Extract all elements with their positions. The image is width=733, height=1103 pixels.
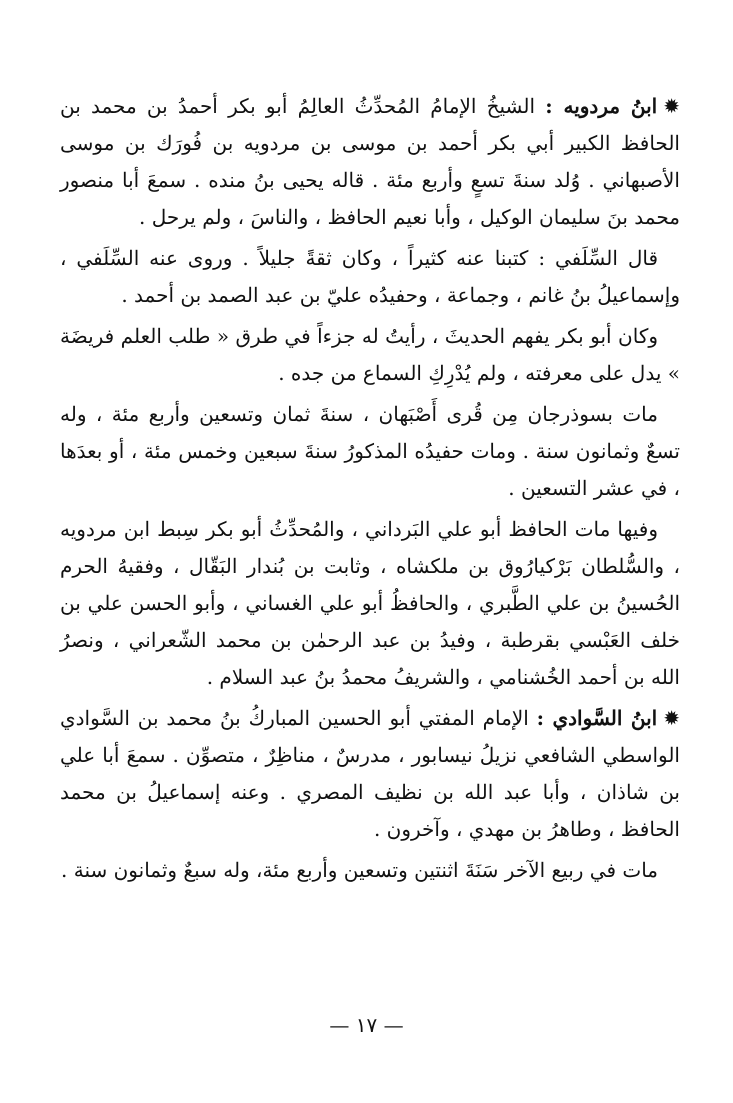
paragraph-4: وفيها مات الحافظ أبو علي البَرداني ، والمُحدِّثُ أبو بكر سِبط ابن مردويه ، والسُّلطان بَرْكيارُوق بن ملكشاه ، وثابت بن بُندار البَقّال ، وفقيهُ الحرم الحُسينُ بن علي الطَّبري ، والحافظُ أبو علي الغساني ، وأبو الحسن علي بن خلف العَبْسي بقرطبة ، وفيدُ بن عبد الرحمٰن بن محمد الشّعراني ، ونصرُ الله بن أحمد الخُشنامي ، والشريفُ محمدُ بنُ عبد السلام . [60, 517, 680, 689]
entry-ibn-al-sawadi [60, 700, 680, 848]
entry-heading: ابنُ مردويه : [545, 94, 658, 118]
paragraph-3: مات بسوذرجان مِن قُرى أَصْبَهان ، سنةَ ثمان وتسعين وأربع مئة ، وله تسعٌ وثمانون سنة . ومات حفيدُه المذكورُ سنةَ سبعين وخمس مئة ، أو بعدَها ، في عشر التسعين . [60, 402, 680, 500]
star-marker-icon: ✹ [663, 706, 681, 730]
page-number: — ١٧ — [329, 1013, 404, 1037]
entry-heading: ابنُ السَّوادي : [536, 706, 658, 730]
paragraph-last: مات في ربيع الآخر سَنَةَ اثنتين وتسعين وأربع مئة، وله سبعٌ وثمانون سنة . [61, 858, 658, 882]
paragraph-1: قال السِّلَفي : كتبنا عنه كثيراً ، وكان ثقةً جليلاً . وروى عنه السِّلَفي ، وإسماعيلُ بنُ غانم ، وجماعة ، وحفيدُه عليّ بن عبد الصمد بن أحمد . [60, 246, 680, 307]
entry-text: الإمام المفتي أبو الحسين المباركُ بنُ محمد بن السَّوادي الواسطي الشافعي نزيلُ نيسابور ، مدرسٌ ، مناظِرٌ ، متصوِّن . سمعَ أبا علي بن شاذان ، وأبا عبد الله بن نظيف المصري . وعنه إسماعيلُ بن محمد الحافظ ، وطاهرُ بن مهدي ، وآخرون . [60, 706, 680, 841]
paragraph-2: وكان أبو بكر يفهم الحديثَ ، رأيتُ له جزءاً في طرق « طلب العلم فريضَة » يدل على معرفته ، ولم يُدْرِكِ السماع من جده . [60, 324, 680, 385]
star-marker-icon: ✹ [663, 94, 681, 118]
entry-ibn-mardawayh [60, 88, 680, 236]
entry-text: الشيخُ الإمامُ المُحدِّثُ العالِمُ أبو بكر أحمدُ بن محمد بن الحافظ الكبير أبي بكر أحمد بن موسى بن مردويه بن فُورَك بن موسى الأصبهاني . وُلد سنةَ تسعٍ وأربع مئة . قاله يحيى بنُ منده . سمعَ أبا منصور محمد بنَ سليمان الوكيل ، وأبا نعيم الحافظ ، والناسَ ، ولم يرحل . [60, 94, 680, 229]
page-body [60, 88, 680, 893]
